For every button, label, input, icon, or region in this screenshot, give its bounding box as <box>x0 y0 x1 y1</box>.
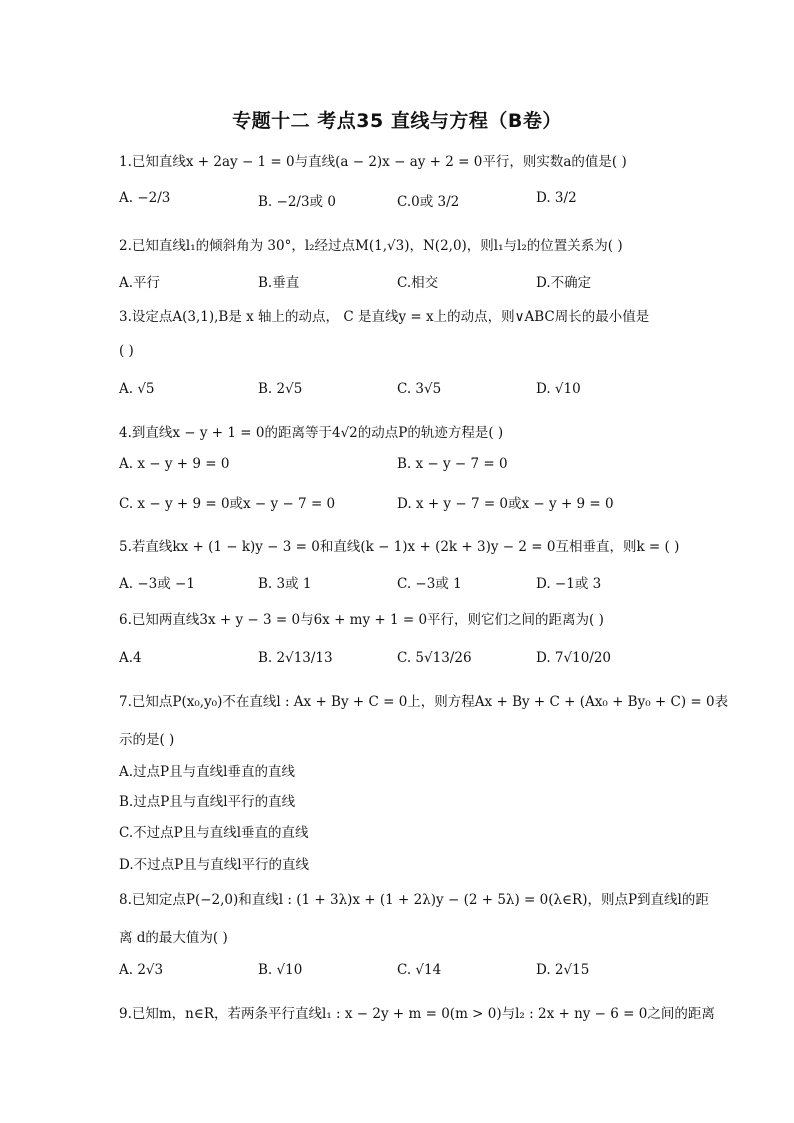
question-1-option-a: A. −2/3 <box>119 190 171 206</box>
question-1-option-b: B. −2/3或 0 <box>258 194 336 210</box>
question-5-option-b: B. 3或 1 <box>258 576 312 592</box>
question-1-stem: 1.已知直线x + 2ay − 1 = 0与直线(a − 2)x − ay + 2 = 0平行，则实数a的值是( ) <box>119 154 627 170</box>
question-7-option-c: C.不过点P且与直线l垂直的直线 <box>119 825 309 841</box>
question-8-stem: 8.已知定点P(−2,0)和直线l : (1 + 3λ)x + (1 + 2λ)y − (2 + 5λ) = 0(λ∈R)，则点P到直线l的距 <box>119 892 709 908</box>
question-4-option-b: B. x − y − 7 = 0 <box>397 456 508 472</box>
question-2-stem: 2.已知直线l₁的倾斜角为 30°，l₂经过点M(1,√3)，N(2,0)，则l₁与l₂的位置关系为( ) <box>119 238 623 254</box>
question-8-option-c: C. √14 <box>397 962 442 978</box>
question-7-option-b: B.过点P且与直线l平行的直线 <box>119 794 296 810</box>
question-3-option-d: D. √10 <box>536 381 581 397</box>
question-6-stem: 6.已知两直线3x + y − 3 = 0与6x + my + 1 = 0平行，则它们之间的距离为( ) <box>119 612 604 628</box>
question-5-option-d: D. −1或 3 <box>536 576 602 592</box>
question-1-option-d: D. 3/2 <box>536 190 577 206</box>
question-2-option-a: A.平行 <box>119 275 161 291</box>
question-5-option-c: C. −3或 1 <box>397 576 462 592</box>
question-3-stem: 3.设定点A(3,1),B是 x 轴上的动点， C 是直线y = x上的动点，则∨ABC周长的最小值是 <box>119 309 650 325</box>
question-9-stem: 9.已知m，n∈R，若两条平行直线l₁ : x − 2y + m = 0(m > 0)与l₂ : 2x + ny − 6 = 0之间的距离 <box>119 1006 715 1022</box>
question-4-option-a: A. x − y + 9 = 0 <box>119 456 230 472</box>
question-6-option-a: A.4 <box>119 650 142 666</box>
question-2-option-b: B.垂直 <box>258 275 300 291</box>
question-6-option-b: B. 2√13/13 <box>258 650 333 666</box>
question-6-option-c: C. 5√13/26 <box>397 650 472 666</box>
question-8-stem-continued: 离 d的最大值为( ) <box>119 930 228 946</box>
question-1-option-c: C.0或 3/2 <box>397 194 460 210</box>
question-3-option-b: B. 2√5 <box>258 381 303 397</box>
question-4-option-d: D. x + y − 7 = 0或x − y + 9 = 0 <box>397 496 614 512</box>
question-6-option-d: D. 7√10/20 <box>536 650 612 666</box>
question-2-option-d: D.不确定 <box>536 275 592 291</box>
question-7-option-d: D.不过点P且与直线l平行的直线 <box>119 857 310 873</box>
question-5-stem: 5.若直线kx + (1 − k)y − 3 = 0和直线(k − 1)x + (2k + 3)y − 2 = 0互相垂直，则k = ( ) <box>119 539 680 555</box>
question-8-option-b: B. √10 <box>258 962 303 978</box>
question-7-option-a: A.过点P且与直线l垂直的直线 <box>119 764 295 780</box>
page-title: 专题十二 考点35 直线与方程（B卷） <box>232 110 562 132</box>
question-3-option-c: C. 3√5 <box>397 381 442 397</box>
question-2-option-c: C.相交 <box>397 275 439 291</box>
question-3-option-a: A. √5 <box>119 381 155 397</box>
question-4-option-c: C. x − y + 9 = 0或x − y − 7 = 0 <box>119 496 336 512</box>
question-4-stem: 4.到直线x − y + 1 = 0的距离等于4√2的动点P的轨迹方程是( ) <box>119 425 504 441</box>
question-8-option-a: A. 2√3 <box>119 962 164 978</box>
question-7-stem-continued: 示的是( ) <box>119 732 175 748</box>
question-5-option-a: A. −3或 −1 <box>119 576 195 592</box>
question-3-stem-continued: ( ) <box>119 343 134 359</box>
question-7-stem: 7.已知点P(x₀,y₀)不在直线l : Ax + By + C = 0上，则方程Ax + By + C + (Ax₀ + By₀ + C) = 0表 <box>119 694 729 710</box>
question-8-option-d: D. 2√15 <box>536 962 590 978</box>
